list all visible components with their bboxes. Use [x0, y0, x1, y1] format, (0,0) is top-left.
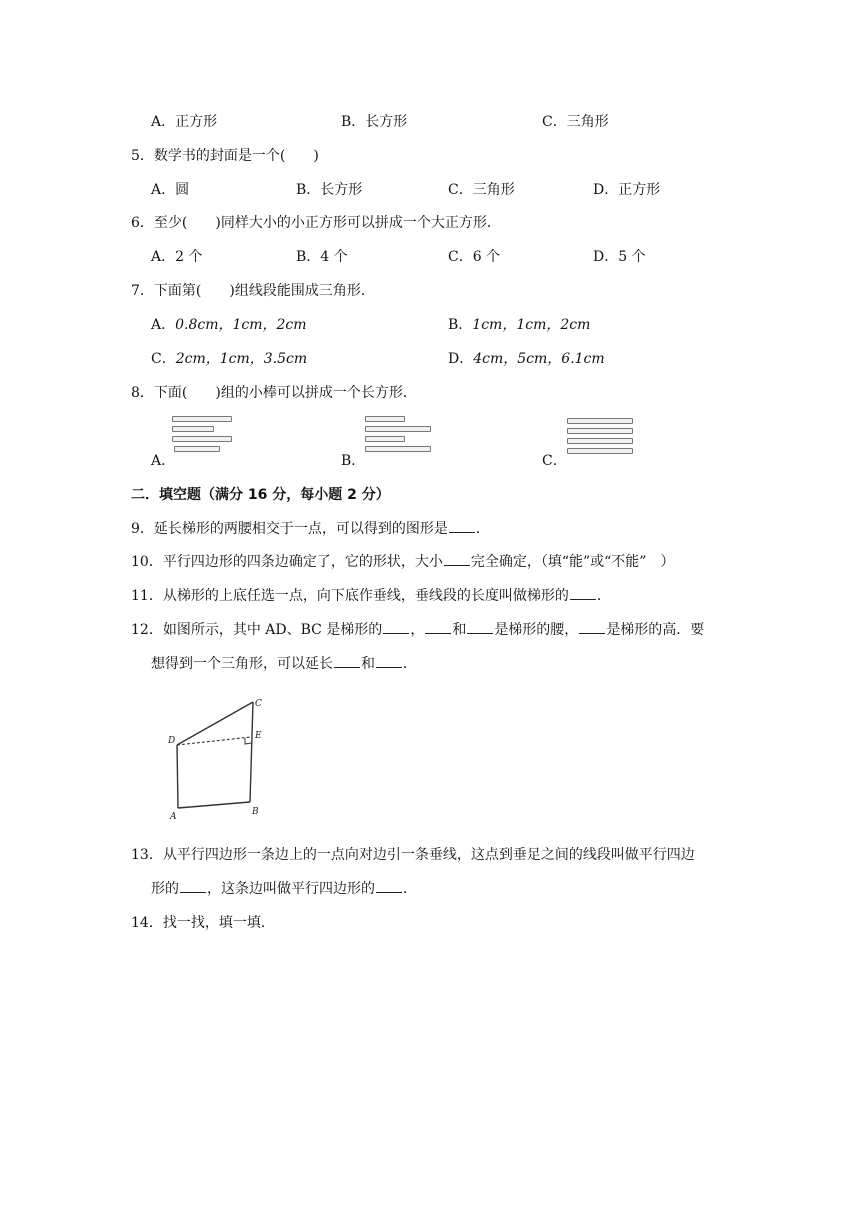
q12-blank-2[interactable]	[425, 621, 451, 634]
q4-option-c: C．三角形	[542, 114, 609, 130]
q8-option-c: C．	[542, 453, 567, 469]
q11: 11．从梯形的上底任选一点，向下底作垂线，垂线段的长度叫做梯形的 ．	[131, 588, 611, 604]
q4-option-b: B．长方形	[341, 114, 408, 130]
q7-option-d: D．4cm，5cm，6.1cm	[448, 351, 605, 367]
q6-option-d: D．5 个	[593, 249, 646, 265]
q12-blank-5[interactable]	[334, 655, 360, 668]
q13-blank-1[interactable]	[180, 880, 206, 893]
q12-blank-1[interactable]	[383, 621, 409, 634]
q9-blank[interactable]	[449, 520, 475, 533]
q7-option-a: A．0.8cm，1cm，2cm	[151, 317, 307, 333]
trapezoid-figure	[160, 690, 280, 825]
q7-stem: 7．下面第( )组线段能围成三角形．	[131, 283, 375, 299]
q14-stem: 14．找一找，填一填．	[131, 915, 275, 931]
section-2-title: 二．填空题（满分 16 分，每小题 2 分）	[131, 487, 390, 503]
q8-stem: 8．下面( )组的小棒可以拼成一个长方形．	[131, 385, 417, 401]
q6-stem: 6．至少( )同样大小的小正方形可以拼成一个大正方形．	[131, 215, 501, 231]
q6-option-a: A．2 个	[151, 249, 203, 265]
label-a: A	[170, 812, 177, 822]
q9: 9．延长梯形的两腰相交于一点，可以得到的图形是 ．	[131, 521, 490, 537]
q11-blank[interactable]	[570, 587, 596, 600]
q6-option-c: C．6 个	[448, 249, 501, 265]
label-e: E	[255, 731, 262, 741]
label-c: C	[255, 699, 262, 709]
q7-option-c: C．2cm，1cm，3.5cm	[151, 351, 308, 367]
right-angle-mark	[245, 738, 251, 744]
q13-line2: 形的 ，这条边叫做平行四边形的 ．	[151, 881, 417, 897]
q8-option-a: A．	[151, 453, 176, 469]
q5-option-d: D．正方形	[593, 182, 661, 198]
q5-option-b: B．长方形	[296, 182, 363, 198]
q5-option-c: C．三角形	[448, 182, 515, 198]
q12-blank-3[interactable]	[467, 621, 493, 634]
q12-line2: 想得到一个三角形，可以延长 和 ．	[151, 656, 417, 672]
q8-option-b: B．	[341, 453, 366, 469]
label-b: B	[252, 807, 259, 817]
label-d: D	[168, 736, 176, 746]
q13-blank-2[interactable]	[376, 880, 402, 893]
q5-stem: 5．数学书的封面是一个( )	[131, 148, 319, 164]
q4-option-a: A．正方形	[151, 114, 218, 130]
q12-blank-6[interactable]	[376, 655, 402, 668]
q7-option-b: B．1cm，1cm，2cm	[448, 317, 591, 333]
q10-blank[interactable]	[444, 553, 470, 566]
q13-line1: 13．从平行四边形一条边上的一点向对边引一条垂线，这点到垂足之间的线段叫做平行四边	[131, 847, 695, 863]
q5-option-a: A．圆	[151, 182, 190, 198]
q6-option-b: B．4 个	[296, 249, 348, 265]
q12-line1: 12．如图所示，其中 AD、BC 是梯形的 ， 和 是梯形的腰， 是梯形的高．要	[131, 622, 705, 638]
q12-blank-4[interactable]	[579, 621, 605, 634]
q10: 10．平行四边形的四条边确定了，它的形状，大小 完全确定，（填“能”或“不能” ）	[131, 554, 675, 570]
